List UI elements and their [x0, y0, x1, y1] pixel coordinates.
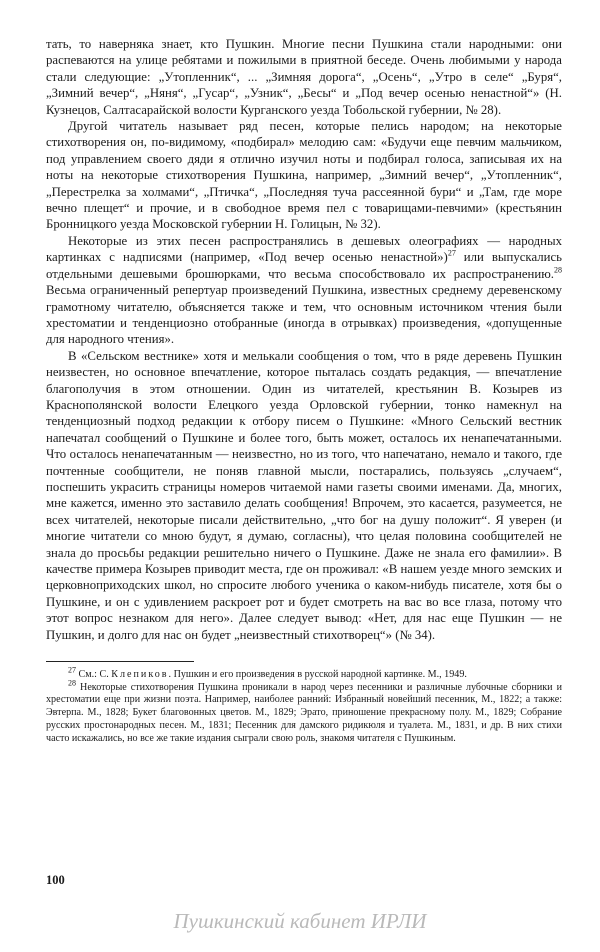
footnote-27-author: Клепиков — [111, 669, 169, 681]
paragraph-1: тать, то наверняка знает, кто Пушкин. Многие песни Пушкина стали народными: они распеваются на улице ребятами и пожилыми в приятной беседе. Очень любимыми у народа стали следующие: „Утопленник“, ... „Зимняя дорога“, „Осень“, „Утро в селе“ „Буря“, „Зимний вечер“, „Няня“, „Гусар“, „Узник“, „Бесы“ и „Под вечер осенью ненастной“» (Н. Кузнецов, Салтасарайской волости Курганского уезда Тобольской губернии, № 28). — [46, 37, 562, 117]
paragraph-4: В «Сельском вестнике» хотя и мелькали сообщения о том, что в ряде деревень Пушкин неизвестен, но основное впечатление, которое пыталась создать редакция, — впечатление благополучия в этом отношении. Один из читателей, крестьянин В. Козырев из Краснополянской волости Елецкого уезда Орловской губернии, тонко намекнул на тенденциозный подход редакции к отбору писем о Пушкине: «Много Сельский вестник напечатал сообщений о Пушкине и более того, быть может, осталось их ненапечатанными. Что осталось ненапечатанным — неизвестно, но из того, что напечатано, немало и такого, где почтенные сообщители, не поняв главной мысли, постарались, пользуясь „случаем“, поспешить украсить страницы номеров читаемой нами газеты своими именами. Да, многих, мне кажется, именно это заставило делать сообщения! Впрочем, это касается, разумеется, не всех читателей, некоторые писали действительно, „что бог на душу положит“. Я уверен (и многие читатели со мною будут, я думаю, согласны), что целая половина сообщителей не знала до просьбы редакции решительно ничего о Пушкине. Даже не знала его фамилии». В качестве примера Козырев приводит места, где он проживал: «В нашем уезде много земских и церковноприходских школ, но спросите любого ученика о каком-нибудь писателе, хотя бы о Пушкине, и он с удивлением раскроет рот и будет смотреть на вас во все глаза, потому что этот вопрос незнаком для него». Далее следует вывод: «Нет, для нас еще Пушкин — не Пушкин, и долго для нас он будет „неизвестный стихотворец“» (№ 34). — [46, 348, 562, 642]
footnote-28-number: 28 — [68, 678, 76, 688]
footnote-28-text: Некоторые стихотворения Пушкина проникали в народ через песенники и различные лубочные сборники и хрестоматии еще при жизни поэта. Например, наиболее ранний: Избранный новейший песенник, М., 1822; а также: Эвтерпа. М., 1828; Букет благовонных цветов. М., 1829; Эрато, приношение прекрасному полу. М., 1829; Собрание русских простонародных песен. М., 1831; Песенник для дамского ридикюля и туалета. М., 1831, и др. В них стихи часто искажались, но все же такие издания сыграли свою роль, знакомя читателя с Пушкиным. — [46, 681, 562, 744]
footnote-ref-27: 27 — [447, 249, 456, 259]
footnote-28 — [46, 678, 562, 746]
footnote-divider — [46, 661, 194, 662]
page-number: 100 — [46, 873, 65, 887]
paragraph-3-text-c: Весьма ограниченный репертуар произведений Пушкина, известных среднему деревенскому грамотному читателю, объясняется также и тем, что основным источником чтения были хрестоматии и тенденциозно отобранные (иногда в отрывках) произведения, «допущенные для народного чтения». — [46, 283, 562, 347]
footnote-27 — [46, 665, 562, 682]
paragraph-2: Другой читатель называет ряд песен, которые пелись народом; на некоторые стихотворения он, по-видимому, «подбирал» мелодию сам: «Будучи еще певчим мальчиком, под управлением своего дяди я отлично изучил ноты и подбирал голоса, записывая их на ноты на некоторые стихотворения Пушкина, например, „Зимний вечер“, „Утопленник“, „Перестрелка за холмами“, „Птичка“, „Последняя туча рассеянной бури“ и „Там, где море вечно плещет“ и прочие, и в свободное время пел с товарищами-певчими» (крестьянин Бронницкого уезда Московской губернии Н. Голицын, № 32). — [46, 119, 562, 232]
footnote-27-number: 27 — [68, 665, 76, 675]
footnote-27-lead: См.: С. — [76, 669, 112, 681]
paragraph-3-text-a: Некоторые из этих песен распространялись в дешевых олеографиях — народных картинках с надписями (например, «Под вечер осенью ненастной») — [46, 233, 562, 265]
watermark: Пушкинский кабинет ИРЛИ — [173, 909, 427, 933]
paragraph-3 — [46, 233, 562, 348]
footnote-27-rest: . Пушкин и его произведения в русской народной картинке. М., 1949. — [168, 669, 467, 681]
page-body — [46, 36, 562, 745]
footnote-ref-28: 28 — [554, 265, 562, 275]
paragraph-3-text-b: или выпускались отдельными дешевыми брошюрками, что весьма способствовало их распространению. — [46, 250, 562, 281]
